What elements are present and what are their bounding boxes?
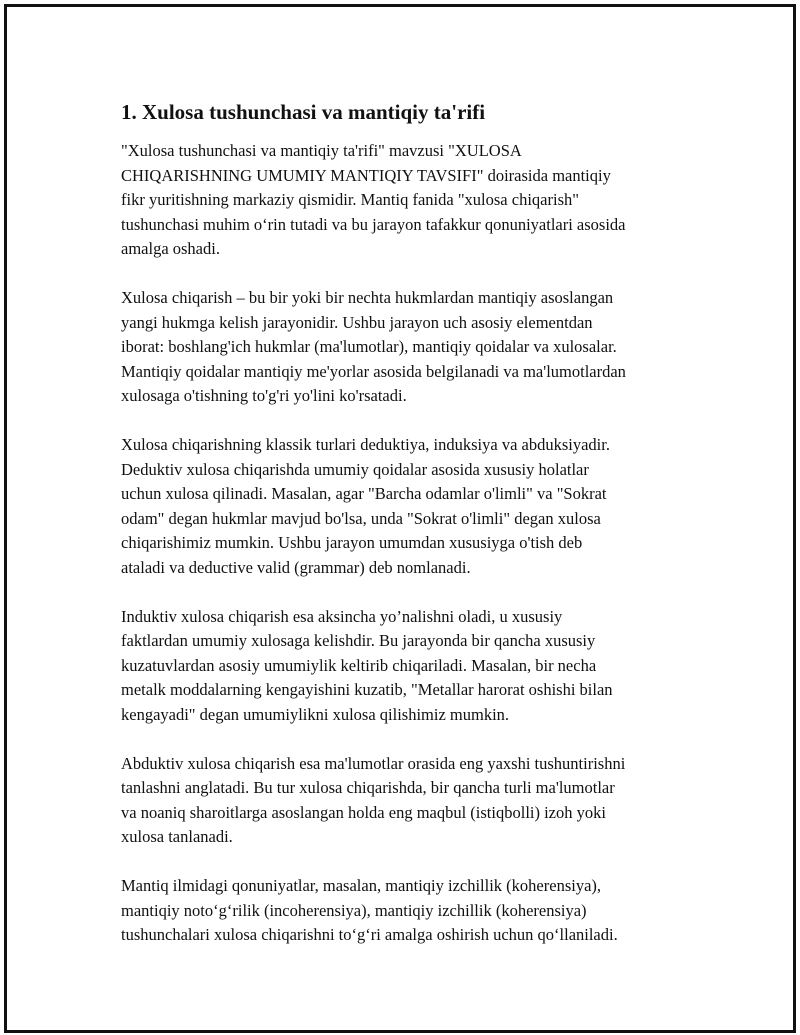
paragraph-line: iborat: boshlang'ich hukmlar (ma'lumotlar), mantiqiy qoidalar va xulosalar. [121,337,617,356]
paragraph-line: ataladi va deductive valid (grammar) deb nomlanadi. [121,557,471,577]
paragraph-line: amalga oshadi. [121,239,220,258]
paragraph-4 [121,605,691,728]
paragraph-line: faktlardan umumiy xulosaga kelishdir. Bu jarayonda bir qancha xususiy [121,631,596,650]
paragraph-line: yangi hukmga kelish jarayonidir. Ushbu jarayon uch asosiy elementdan [121,312,593,332]
paragraph-line: tushunchalari xulosa chiqarishni to‘g‘ri amalga oshirish uchun qo‘llaniladi. [121,925,618,944]
paragraph-3 [121,433,691,580]
paragraph-line: uchun xulosa qilinadi. Masalan, agar "Barcha odamlar o'limli" va "Sokrat [121,484,607,503]
paragraph-line: Abduktiv xulosa chiqarish esa ma'lumotlar orasida eng yaxshi tushuntirishni [121,753,626,773]
paragraph-line: Xulosa chiqarishning klassik turlari deduktiya, induksiya va abduksiyadir. [121,435,610,454]
paragraph-line: Mantiq ilmidagi qonuniyatlar, masalan, mantiqiy izchillik (koherensiya), [121,876,602,895]
paragraph-line: mantiqiy noto‘g‘rilik (incoherensiya), mantiqiy izchillik (koherensiya) [121,900,587,920]
page-frame [4,4,796,1033]
paragraph-line: odam" degan hukmlar mavjud bo'lsa, unda "Sokrat o'limli" degan xulosa [121,508,601,528]
paragraph-line: xulosaga o'tishning to'g'ri yo'lini ko'rsatadi. [121,386,407,405]
document-body [121,99,691,972]
paragraph-line: Mantiqiy qoidalar mantiqiy me'yorlar asosida belgilanadi va ma'lumotlardan [121,361,626,381]
paragraph-line: tanlashni anglatadi. Bu tur xulosa chiqarishda, bir qancha turli ma'lumotlar [121,778,615,797]
section-heading: 1. Xulosa tushunchasi va mantiqiy ta'rifi [121,100,486,124]
paragraph-line: chiqarishimiz mumkin. Ushbu jarayon umumdan xususiyga o'tish deb [121,533,583,552]
paragraph-line: metalk moddalarning kengayishini kuzatib, "Metallar harorat oshishi bilan [121,680,613,699]
paragraph-line: Xulosa chiqarish – bu bir yoki bir nechta hukmlardan mantiqiy asoslangan [121,288,614,307]
paragraph-line: va noaniq sharoitlarga asoslangan holda eng maqbul (istiqbolli) izoh yoki [121,802,606,822]
paragraph-line: "Xulosa tushunchasi va mantiqiy ta'rifi" mavzusi "XULOSA [121,141,522,160]
paragraph-1 [121,139,691,262]
paragraph-5 [121,752,691,850]
paragraph-2 [121,286,691,409]
paragraph-line: CHIQARISHNING UMUMIY MANTIQIY TAVSIFI" doirasida mantiqiy [121,165,611,185]
paragraph-line: Induktiv xulosa chiqarish esa aksincha yo’nalishni oladi, u xususiy [121,606,563,626]
paragraph-line: kuzatuvlardan asosiy umumiylik keltirib chiqariladi. Masalan, bir necha [121,655,597,675]
paragraph-6 [121,874,691,948]
paragraph-line: Deduktiv xulosa chiqarishda umumiy qoidalar asosida xususiy holatlar [121,459,589,479]
paragraph-line: fikr yuritishning markaziy qismidir. Mantiq fanida "xulosa chiqarish" [121,190,579,209]
paragraph-line: kengayadi" degan umumiylikni xulosa qilishimiz mumkin. [121,704,510,724]
paragraph-line: xulosa tanlanadi. [121,827,233,846]
paragraph-line: tushunchasi muhim o‘rin tutadi va bu jarayon tafakkur qonuniyatlari asosida [121,214,626,234]
